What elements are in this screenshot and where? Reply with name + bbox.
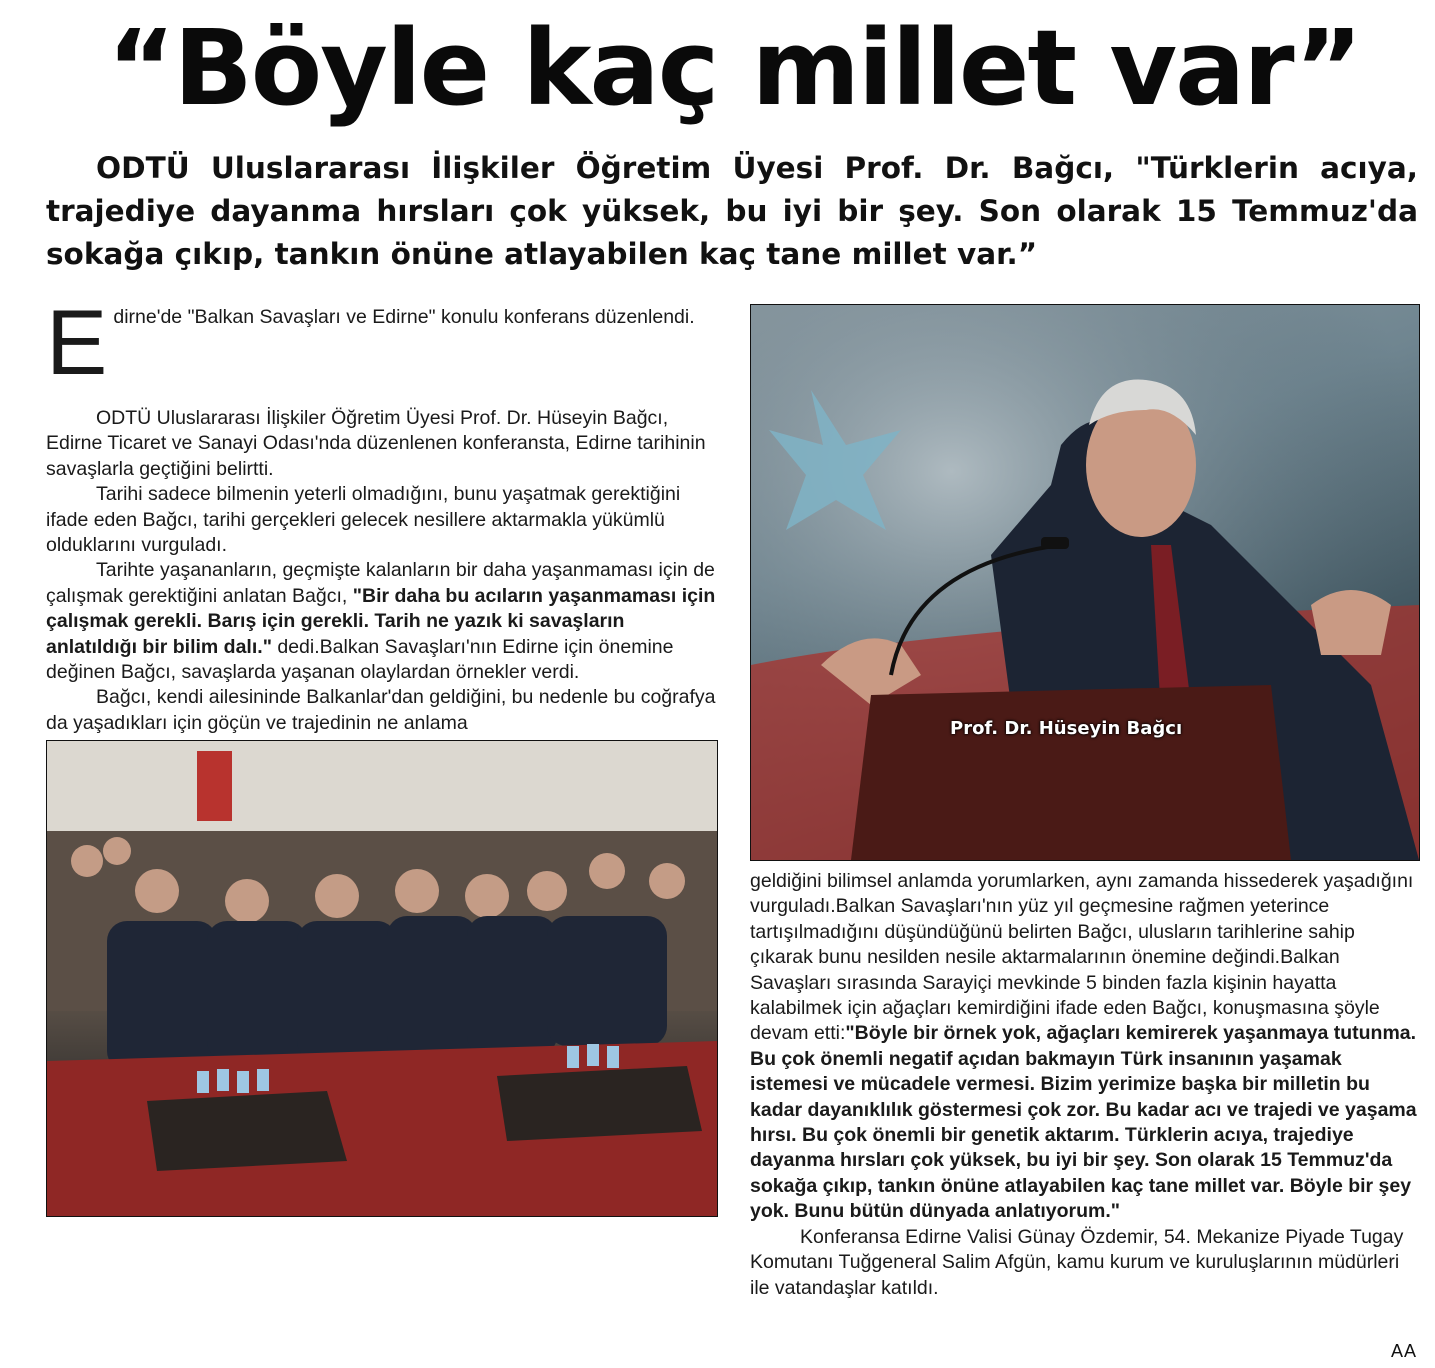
body-paragraph: ODTÜ Uluslararası İlişkiler Öğretim Üyesi Prof. Dr. Hüseyin Bağcı, Edirne Ticaret ve Sanayi Odası'nda düzenlenen konferansta, Edirne tarihinin savaşlarla geçtiğini belirtti. xyxy=(46,407,706,480)
body-paragraph xyxy=(750,869,1420,1225)
spacer xyxy=(46,380,716,406)
speaker-right-hand xyxy=(1311,590,1391,655)
audience-photo-illustration xyxy=(47,741,717,1216)
photo-caption: Prof. Dr. Hüseyin Bağcı xyxy=(950,718,1183,739)
body-paragraph xyxy=(46,558,716,685)
drop-cap: E xyxy=(46,304,108,394)
lead-paragraph xyxy=(46,304,716,394)
paragraph-text: geldiğini bilimsel anlamda yorumlarken, aynı zamanda hissederek yaşadığını vurguladı.Balkan Savaşları'nın yüz yıl geçmesine rağmen yeterince tartışılmadığını düşündüğünü belirten Bağcı, ulusların tarihlerine sahip çıkarak bunu nesilden nesile aktarmalarının önemine değindi.Balkan Savaşları sırasında Sarayiçi mevkinde 5 binden fazla kişinin hayatta kalabilmek için ağaçları kemirdiğini ifade eden Bağcı, konuşmasına şöyle devam etti: xyxy=(750,870,1414,1045)
body-paragraph: Tarihi sadece bilmenin yeterli olmadığını, bunu yaşatmak gerektiğini ifade eden Bağcı, tarihi gerçekleri gelecek nesillere aktarmakla yükümlü olduklarını vurguladı. xyxy=(46,483,681,557)
bold-quote: "Bir daha bu acıların yaşanmaması için çalışmak gerekli. Barış için gerekli. Tarih ne yazık ki savaşların anlatıldığı bir bilim dalı." xyxy=(46,584,716,658)
body-paragraph: Konferansa Edirne Valisi Günay Özdemir, 54. Mekanize Piyade Tugay Komutanı Tuğgeneral Salim Afgün, kamu kurum ve kuruluşlarının müdürleri ile vatandaşlar katıldı. xyxy=(750,1225,1404,1299)
speaker-photo xyxy=(750,304,1420,861)
lead-text: dirne'de "Balkan Savaşları ve Edirne" konulu konferans düzenlendi. xyxy=(113,306,695,328)
speaker-photo-illustration xyxy=(751,305,1419,860)
headline: “Böyle kaç millet var” xyxy=(107,7,1361,129)
audience-photo xyxy=(46,740,718,1217)
coffee-table xyxy=(497,1066,702,1141)
body-paragraph: Bağcı, kendi ailesininde Balkanlar'dan geldiğini, bu nedenle bu coğrafya da yaşadıkları için göçün ve trajedinin ne anlama xyxy=(46,686,716,734)
wall-banner xyxy=(197,751,232,821)
microphone-icon xyxy=(1041,537,1069,549)
paragraph-text: Tarihte yaşananların, geçmişte kalanların bir daha yaşanmaması için de çalışmak gerektiğini anlatan Bağcı, xyxy=(46,559,715,607)
spot-summary: ODTÜ Uluslararası İlişkiler Öğretim Üyesi Prof. Dr. Bağcı, "Türklerin acıya, trajediye dayanma hırsları çok yüksek, bu iyi bir şey. Son olarak 15 Temmuz'da sokağa çıkıp, tankın önüne atlayabilen kaç tane millet var.” xyxy=(46,151,1418,271)
paragraph-text: dedi.Balkan Savaşları'nın Edirne için önemine değinen Bağcı, savaşlarda yaşanan olaylardan örnekler verdi. xyxy=(46,635,674,684)
podium xyxy=(851,685,1291,860)
right-column xyxy=(750,869,1420,1301)
bold-quote: "Böyle bir örnek yok, ağaçları kemirerek yaşanmaya tutunma. Bu çok önemli negatif açıdan bakmayın Türk insanının yaşamak istemesi ve mücadele vermesi. Bizim yerimize başka bir milletin bu kadar dayanıklılık göstermesi çok zor. Bu kadar acı ve trajedi ve yaşama hırsı. Bu çok önemli bir genetik aktarım. Türklerin acıya, trajediye dayanma hırsları çok yüksek, bu iyi bir şey. Son olarak 15 Temmuz'da sokağa çıkıp, tankın önüne atlayabilen kaç tane millet var. Böyle bir şey yok. Bunu bütün dünyada anlatıyorum." xyxy=(750,1022,1417,1223)
coffee-table xyxy=(147,1091,347,1171)
left-column xyxy=(46,304,716,738)
agency-credit: AA xyxy=(1390,1341,1417,1361)
